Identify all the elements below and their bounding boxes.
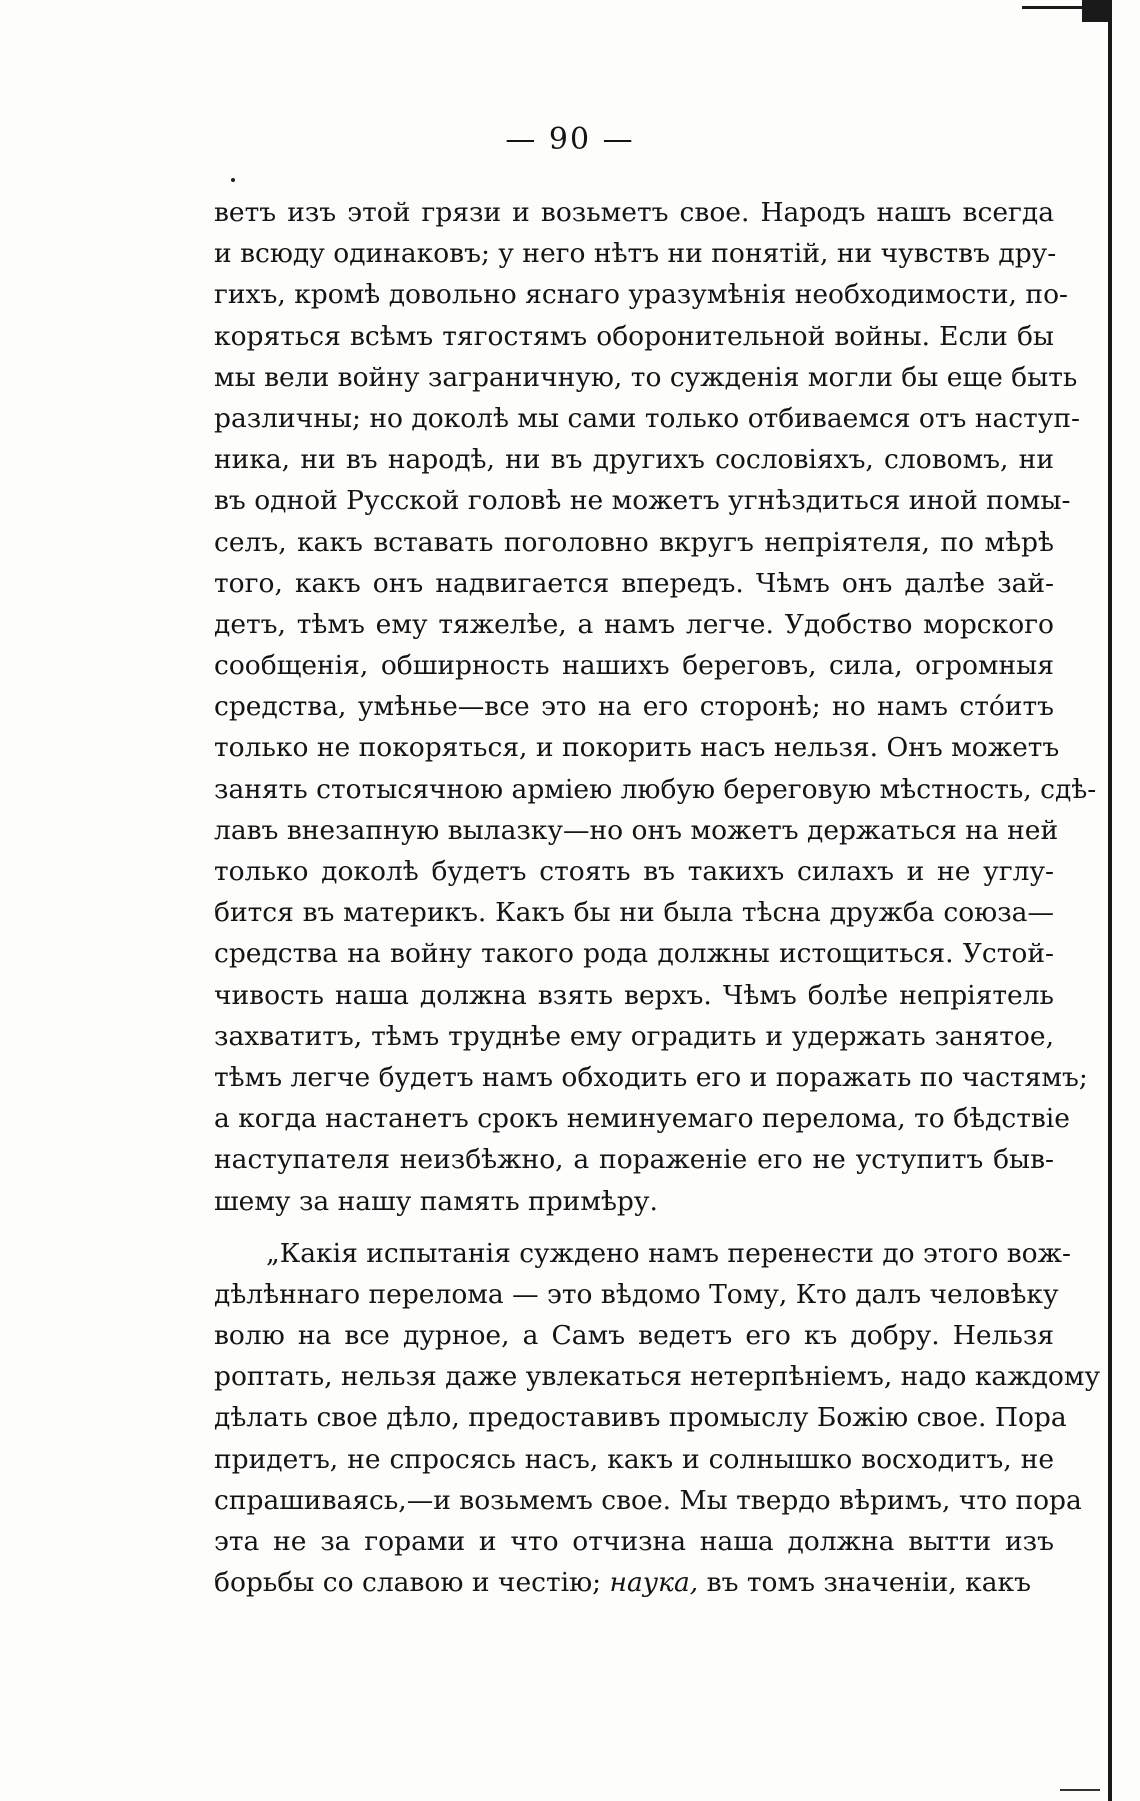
text-line <box>214 1562 1054 1603</box>
text-line: и всюду одинаковъ; у него нѣтъ ни понятій, ни чувствъ дру- <box>214 238 1057 270</box>
text-line: различны; но доколѣ мы сами только отбиваемся отъ наступ- <box>214 402 1080 434</box>
text-line: дѣлѣннаго перелома — это вѣдомо Тому, Кто далъ человѣку <box>214 1278 1059 1310</box>
text-line: средства на войну такого рода должны истощиться. Устой- <box>214 938 1054 970</box>
text-line: тѣмъ легче будетъ намъ обходить его и поражать по частямъ; <box>214 1061 1088 1093</box>
text-line: гихъ, кромѣ довольно яснаго уразумѣнія необходимости, по- <box>214 279 1068 311</box>
text-line: спрашиваясь,—и возьмемъ свое. Мы твердо вѣримъ, что пора <box>214 1484 1082 1516</box>
text-line: бится въ материкъ. Какъ бы ни была тѣсна дружба союза— <box>214 897 1054 929</box>
text-line: коряться всѣмъ тягостямъ оборонительной войны. Если бы <box>214 320 1054 352</box>
text-line: наступателя неизбѣжно, а пораженіе его не уступитъ быв- <box>214 1144 1054 1176</box>
text-line: придетъ, не спросясь насъ, какъ и солнышко восходитъ, не <box>214 1443 1054 1475</box>
text-line: детъ, тѣмъ ему тяжелѣе, а намъ легче. Удобство морского <box>214 608 1054 640</box>
text-line: ветъ изъ этой грязи и возьметъ свое. Народъ нашъ всегда <box>214 197 1054 228</box>
text-line: только не покоряться, и покорить насъ нельзя. Онъ можетъ <box>214 732 1060 764</box>
text-line: захватитъ, тѣмъ труднѣе ему оградить и удержать занятое, <box>214 1020 1054 1052</box>
text-line: ника, ни въ народѣ, ни въ другихъ сословіяхъ, словомъ, ни <box>214 444 1054 476</box>
scan-corner-artifact <box>1022 0 1112 22</box>
text-line: сообщенія, обширность нашихъ береговъ, сила, огромныя <box>214 650 1054 682</box>
text-line: роптать, нельзя даже увлекаться нетерпѣніемъ, надо каждому <box>214 1361 1101 1393</box>
text-line: только доколѣ будетъ стоять въ такихъ силахъ и не углу- <box>214 856 1054 887</box>
text-line: въ одной Русской головѣ не можетъ угнѣздиться иной помы- <box>214 485 1071 517</box>
text-line: чивость наша должна взять верхъ. Чѣмъ болѣе непріятель <box>214 979 1054 1011</box>
italic-word: наука, <box>609 1567 699 1599</box>
text-run: борьбы со славою и честію; <box>214 1567 602 1599</box>
text-line: а когда настанетъ срокъ неминуемаго перелома, то бѣдствіе <box>214 1103 1070 1135</box>
paragraph-2 <box>214 1233 1101 1563</box>
text-line: эта не за горами и что отчизна наша должна вытти изъ <box>214 1526 1054 1557</box>
text-line: волю на все дурное, а Самъ ведетъ его къ добру. Нельзя <box>214 1320 1054 1352</box>
paragraph-1 <box>214 192 1097 1222</box>
text-run: въ томъ значеніи, какъ <box>706 1567 1031 1599</box>
text-line: „Какія испытанія суждено намъ перенести до этого вож- <box>266 1237 1071 1269</box>
text-line: занять стотысячною арміею любую береговую мѣстность, сдѣ- <box>214 773 1097 805</box>
text-line: лавъ внезапную вылазку—но онъ можетъ держаться на ней <box>214 814 1059 846</box>
text-line: того, какъ онъ надвигается впередъ. Чѣмъ онъ далѣе зай- <box>214 567 1054 599</box>
scan-edge-shadow <box>1108 0 1112 1801</box>
page-number: — 90 — <box>505 122 635 157</box>
text-line: селъ, какъ вставать поголовно вкругъ непріятеля, по мѣрѣ <box>214 526 1054 558</box>
ink-speck <box>231 178 235 182</box>
text-line: средства, умѣнье—все это на его сторонѣ; но намъ стóитъ <box>214 691 1054 723</box>
scan-bottom-artifact <box>1060 1789 1100 1791</box>
text-line: дѣлать свое дѣло, предоставивъ промыслу Божію свое. Пора <box>214 1402 1067 1434</box>
text-line: мы вели войну заграничную, то сужденія могли бы еще быть <box>214 361 1078 393</box>
body-text <box>214 192 1101 1603</box>
text-line: шему за нашу память примѣру. <box>214 1185 658 1217</box>
